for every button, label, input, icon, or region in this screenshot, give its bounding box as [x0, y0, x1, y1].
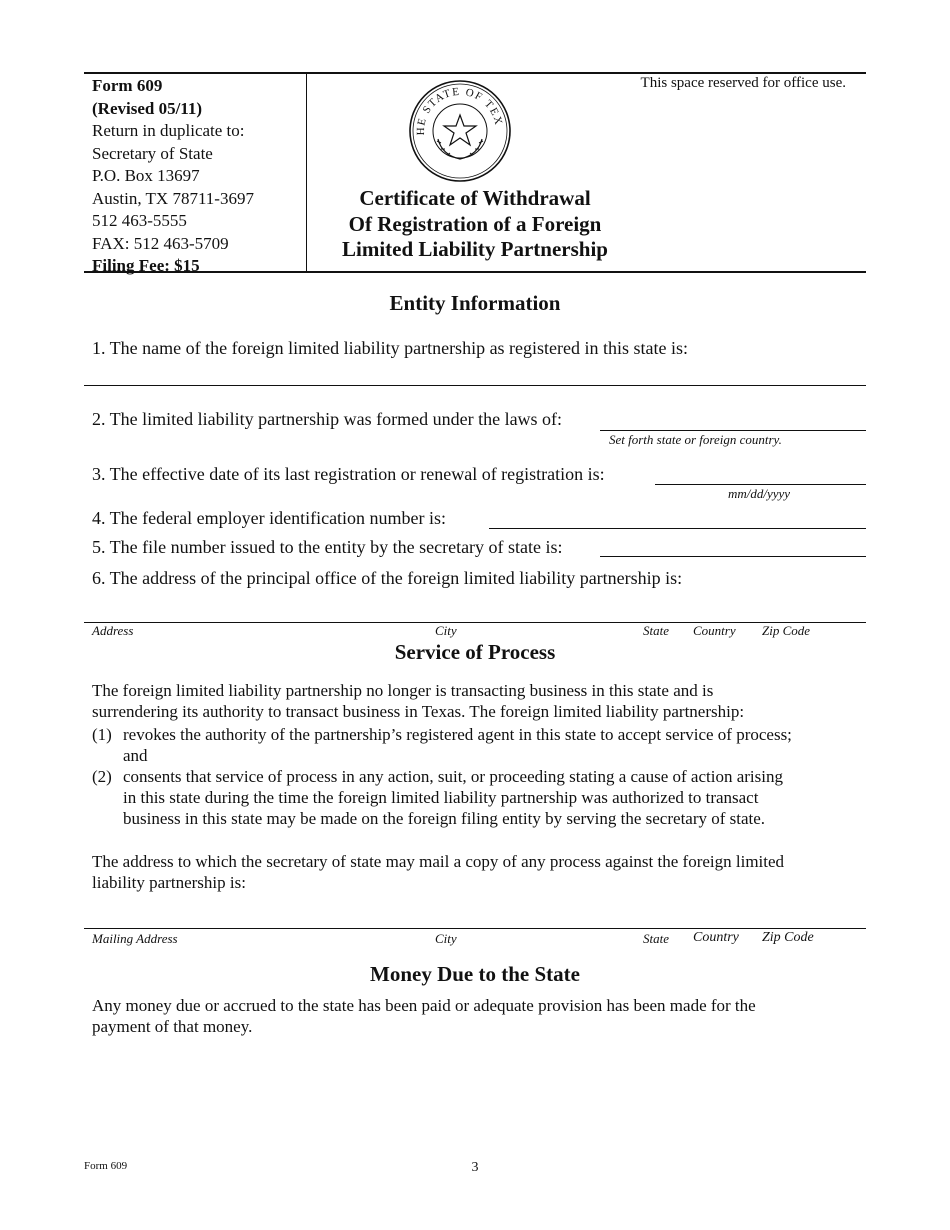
entity-name-field[interactable] — [84, 363, 866, 386]
money-heading: Money Due to the State — [370, 962, 580, 986]
registration-date-field[interactable] — [655, 464, 866, 485]
po-box: P.O. Box 13697 — [92, 166, 200, 185]
office-name: Secretary of State — [92, 143, 213, 163]
filing-info — [92, 75, 302, 278]
filing-fee: Filing Fee: $15 — [92, 256, 200, 275]
fax: FAX: 512 463-5709 — [92, 233, 229, 253]
item3-label: 3. The effective date of its last registration or renewal of registration is: — [92, 464, 605, 484]
header-top-rule — [84, 72, 866, 74]
date-format-hint: mm/dd/yyyy — [728, 486, 791, 501]
zip-label: Zip Code — [762, 623, 811, 638]
item4-label: 4. The federal employer identification number is: — [92, 508, 447, 528]
state-label: State — [643, 623, 669, 638]
service-heading: Service of Process — [394, 640, 556, 664]
form-number: Form 609 — [92, 76, 163, 95]
city-label: City — [435, 623, 457, 638]
service-para-line-2: surrendering its authority to transact business in Texas. The foreign limited liability partnership: — [92, 702, 745, 721]
title-line-1: Certificate of Withdrawal — [359, 186, 591, 210]
mailing-state-label: State — [643, 931, 669, 946]
mailing-zip-label: Zip Code — [762, 930, 814, 945]
ein-field[interactable] — [489, 508, 866, 529]
service-item-1-line-2: and — [123, 746, 148, 765]
revised-date: (Revised 05/11) — [92, 98, 203, 118]
item5-label: 5. The file number issued to the entity by the secretary of state is: — [92, 537, 563, 557]
mailing-city-label: City — [435, 931, 457, 946]
state-seal — [408, 79, 512, 183]
title-line-3: Limited Liability Partnership — [341, 237, 608, 261]
service-item-2-line-3: business in this state may be made on the foreign filing entity by serving the secretary of state. — [123, 809, 766, 828]
item2-label: 2. The limited liability partnership was formed under the laws of: — [92, 409, 563, 429]
jurisdiction-hint: Set forth state or foreign country. — [609, 432, 782, 447]
file-number-field[interactable] — [600, 537, 866, 557]
address-label: Address — [92, 623, 134, 638]
page-number: 3 — [471, 1160, 479, 1175]
money-line-1: Any money due or accrued to the state has been paid or adequate provision has been made for the — [92, 996, 756, 1015]
entity-heading: Entity Information — [389, 291, 561, 315]
service-item-2 — [123, 766, 873, 829]
formation-jurisdiction-field[interactable] — [600, 410, 866, 431]
svg-text:THE STATE OF TEXAS — [408, 79, 505, 135]
office-use-note: This space reserved for office use. — [640, 75, 846, 91]
return-to: Return in duplicate to: — [92, 121, 245, 140]
country-label: Country — [693, 623, 736, 638]
title-line-2: Of Registration of a Foreign — [348, 211, 602, 236]
phone: 512 463-5555 — [92, 211, 187, 230]
service-item-2-line-1: consents that service of process in any action, suit, or proceeding stating a cause of action arising — [123, 767, 783, 786]
texas-seal-icon — [408, 79, 512, 183]
money-line-2: payment of that money. — [92, 1017, 253, 1036]
footer-form-label: Form 609 — [84, 1160, 128, 1172]
mailing-para-line-1: The address to which the secretary of state may mail a copy of any process against the foreign limited — [92, 852, 785, 871]
mailing-paragraph — [92, 851, 872, 893]
service-item-1 — [123, 724, 873, 766]
money-paragraph — [92, 995, 872, 1037]
service-item-2-number: (2) — [92, 767, 112, 786]
form-title — [307, 186, 643, 263]
mailing-address-label: Mailing Address — [92, 931, 178, 946]
service-item-2-line-2: in this state during the time the foreign limited liability partnership was authorized to transact — [123, 788, 759, 807]
service-paragraph — [92, 680, 872, 722]
service-para-line-1: The foreign limited liability partnership no longer is transacting business in this state and is — [92, 681, 714, 700]
service-item-1-line-1: revokes the authority of the partnership’s registered agent in this state to accept service of process; — [123, 725, 792, 744]
mailing-country-label: Country — [693, 930, 739, 945]
item1-label: 1. The name of the foreign limited liability partnership as registered in this state is: — [92, 338, 689, 358]
mailing-para-line-2: liability partnership is: — [92, 873, 246, 892]
service-item-1-number: (1) — [92, 725, 112, 744]
item6-label: 6. The address of the principal office of the foreign limited liability partnership is: — [92, 568, 683, 588]
mailing-address-field[interactable] — [84, 906, 866, 929]
city-zip: Austin, TX 78711-3697 — [92, 188, 254, 208]
principal-office-address-field[interactable] — [84, 600, 866, 623]
seal-text: HE STATE OF TEX — [414, 85, 505, 136]
